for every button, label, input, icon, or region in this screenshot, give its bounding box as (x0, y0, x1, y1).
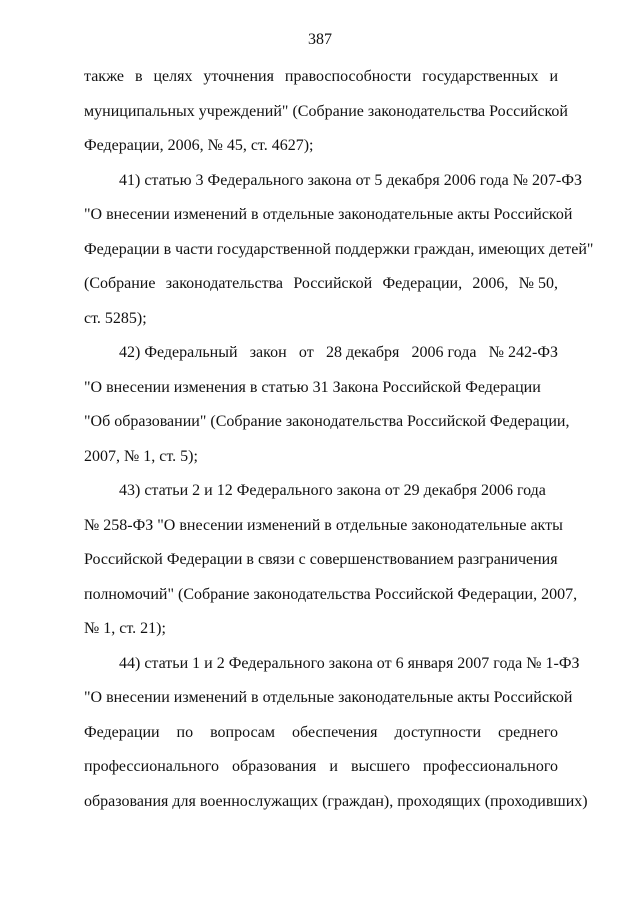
text-word: от (298, 344, 314, 361)
text-line (84, 750, 558, 785)
text-word: высшего (350, 758, 410, 775)
page-number: 387 (308, 31, 332, 48)
text-word: Федерации, (382, 275, 463, 292)
text-line (84, 336, 558, 371)
text-word: законодательства (165, 275, 284, 292)
text-word: 2006 года (411, 344, 477, 361)
text-word: № 50, (518, 275, 558, 292)
text-line: образования для военнослужащих (граждан), проходящих (проходивших) (84, 792, 588, 810)
text-word: также (84, 68, 125, 85)
text-word: среднего (498, 723, 558, 741)
text-word: правоспособности (284, 68, 412, 85)
text-word: Федерации (84, 723, 160, 741)
document-body (84, 60, 594, 819)
text-word: государственных (422, 68, 539, 85)
text-line: 43) статьи 2 и 12 Федерального закона от 29 декабря 2006 года (119, 482, 546, 499)
text-line: № 1, ст. 21); (84, 620, 166, 637)
text-line: "О внесении изменений в отдельные законодательные акты Российской (84, 206, 573, 223)
text-word: обеспечения (292, 723, 378, 741)
text-line: № 258-ФЗ "О внесении изменений в отдельные законодательные акты (84, 516, 563, 534)
text-line: "О внесении изменений в отдельные законодательные акты Российской (84, 689, 573, 706)
text-line: "Об образовании" (Собрание законодательства Российской Федерации, (84, 413, 570, 430)
text-word: (Собрание (84, 275, 156, 292)
text-word: и (329, 758, 338, 775)
text-line: ст. 5285); (84, 309, 147, 327)
text-line (84, 267, 558, 302)
text-line: 2007, № 1, ст. 5); (84, 447, 198, 465)
text-line: полномочий" (Собрание законодательства Российской Федерации, 2007, (84, 585, 578, 603)
text-line: 44) статьи 1 и 2 Федерального закона от 6 января 2007 года № 1-ФЗ (119, 654, 580, 672)
text-word: уточнения (203, 68, 274, 85)
text-word: профессионального (422, 758, 558, 775)
text-word: вопросам (210, 723, 276, 741)
text-word: Российской (293, 275, 373, 292)
text-line (84, 60, 558, 95)
text-line: "О внесении изменения в статью 31 Закона Российской Федерации (84, 378, 541, 396)
text-word: 42) Федеральный (119, 344, 238, 361)
text-word: образования (232, 758, 317, 775)
text-word: и (549, 68, 558, 85)
text-word: по (176, 723, 194, 741)
text-word: закон (249, 344, 287, 361)
text-word: целях (153, 68, 193, 85)
text-line: муниципальных учреждений" (Собрание законодательства Российской (84, 102, 568, 120)
text-word: профессионального (84, 758, 220, 775)
text-word: № 242-ФЗ (488, 344, 558, 361)
text-line: Российской Федерации в связи с совершенствованием разграничения (84, 551, 558, 568)
text-word: доступности (394, 723, 482, 741)
text-word: 2006, (472, 275, 509, 292)
text-line: Федерации, 2006, № 45, ст. 4627); (84, 137, 314, 154)
text-line (84, 716, 558, 751)
text-line: 41) статью 3 Федерального закона от 5 декабря 2006 года № 207-ФЗ (119, 171, 582, 189)
text-word: 28 декабря (325, 344, 400, 361)
text-line: Федерации в части государственной поддержки граждан, имеющих детей" (84, 240, 594, 258)
text-word: в (134, 68, 143, 85)
